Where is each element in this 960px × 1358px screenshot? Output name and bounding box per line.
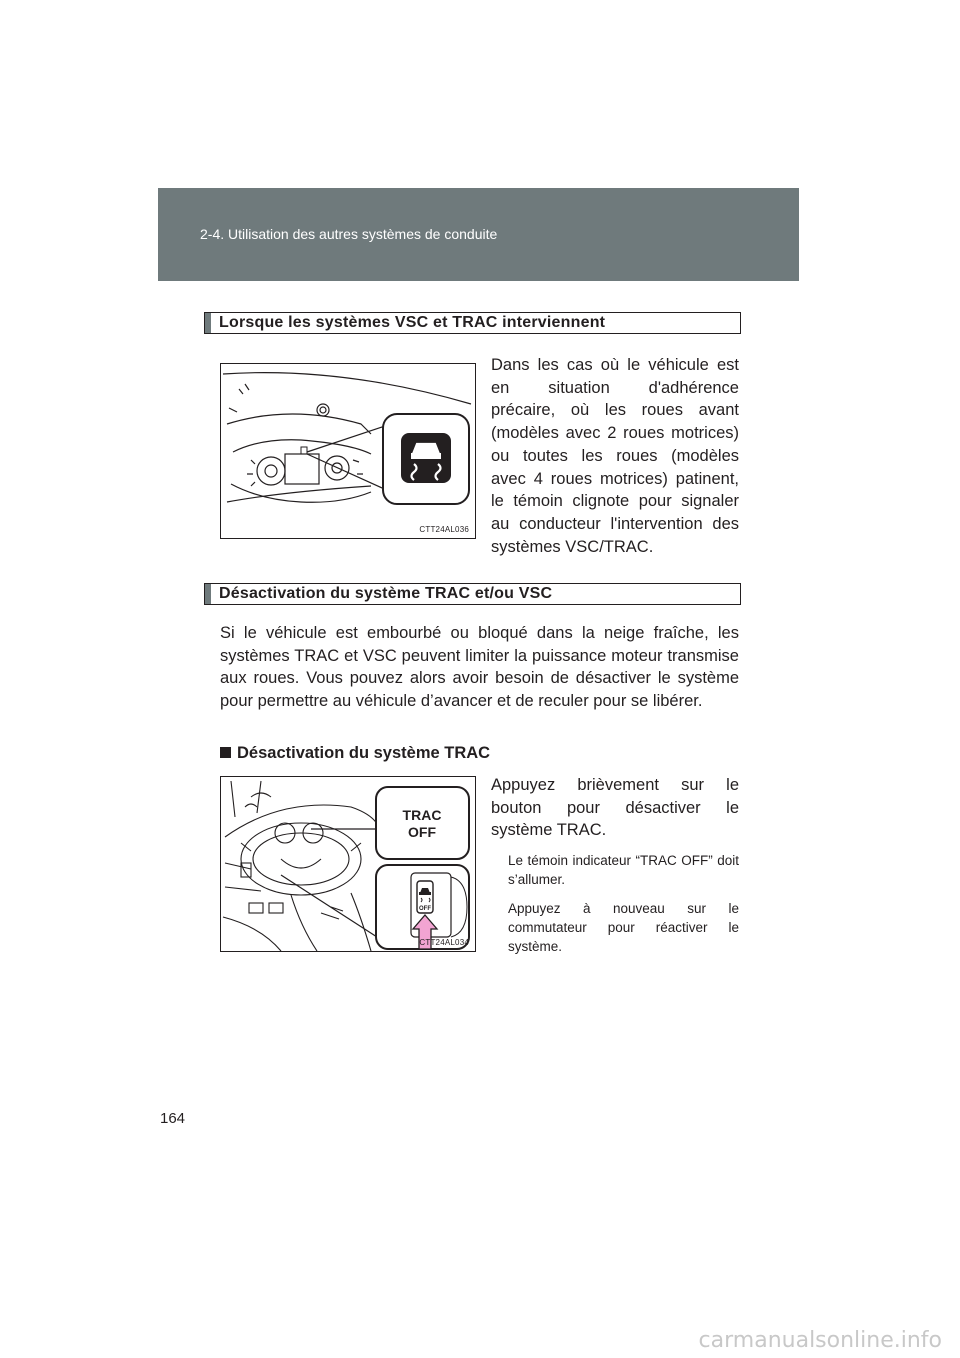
- figure-dashboard-indicator: [220, 363, 476, 539]
- subheading-text: Désactivation du système TRAC: [237, 744, 491, 762]
- figure-code: CTT24AL034: [419, 938, 469, 947]
- section-title: Lorsque les systèmes VSC et TRAC interviennent: [219, 314, 606, 331]
- dashboard-illustration: [221, 364, 475, 538]
- steering-illustration: [221, 777, 475, 951]
- trac-off-instruction: Appuyez brièvement sur le bouton pour désactiver le système TRAC.: [491, 776, 739, 840]
- section-title: Désactivation du système TRAC et/ou VSC: [219, 585, 553, 602]
- heading-accent: [205, 313, 211, 333]
- section-heading-disable: [204, 583, 741, 605]
- figure-trac-off-switch: [220, 776, 476, 952]
- figure-code: CTT24AL036: [419, 525, 469, 534]
- chapter-header: [158, 188, 799, 281]
- callout-trac-label: TRAC: [402, 807, 442, 823]
- note-reactivate: Appuyez à nouveau sur le commutateur pour réactiver le système.: [508, 901, 739, 954]
- heading-accent: [205, 584, 211, 604]
- section-heading-vsc-trac: [204, 312, 741, 334]
- switch-off-label: OFF: [419, 906, 431, 912]
- subheading-trac-off: [220, 744, 490, 763]
- page-number: 164: [160, 1110, 186, 1127]
- bullet-square-icon: [220, 747, 231, 758]
- disable-intro: Si le véhicule est embourbé ou bloqué dans la neige fraîche, les systèmes TRAC et VSC peuvent limiter la puissance moteur transmise aux roues. Vous pouvez alors avoir besoin de désactiver le système pour permettre au véhicule d’avancer et de reculer pour se libérer.: [220, 624, 739, 711]
- note-indicator-on: Le témoin indicateur “TRAC OFF” doit s’allumer.: [508, 853, 739, 887]
- chapter-title: 2-4. Utilisation des autres systèmes de conduite: [200, 226, 498, 242]
- vsc-trac-description: Dans les cas où le véhicule est en situation d'adhérence précaire, où les roues avant (modèles avec 2 roues motrices) ou toutes les roues (modèles avec 4 roues motrices) patinent, le témoin clignote pour signaler au conducteur l'intervention des systèmes VSC/TRAC.: [491, 356, 739, 556]
- watermark-text: carmanualsonline.info: [698, 1328, 942, 1353]
- callout-off-label: OFF: [408, 824, 436, 840]
